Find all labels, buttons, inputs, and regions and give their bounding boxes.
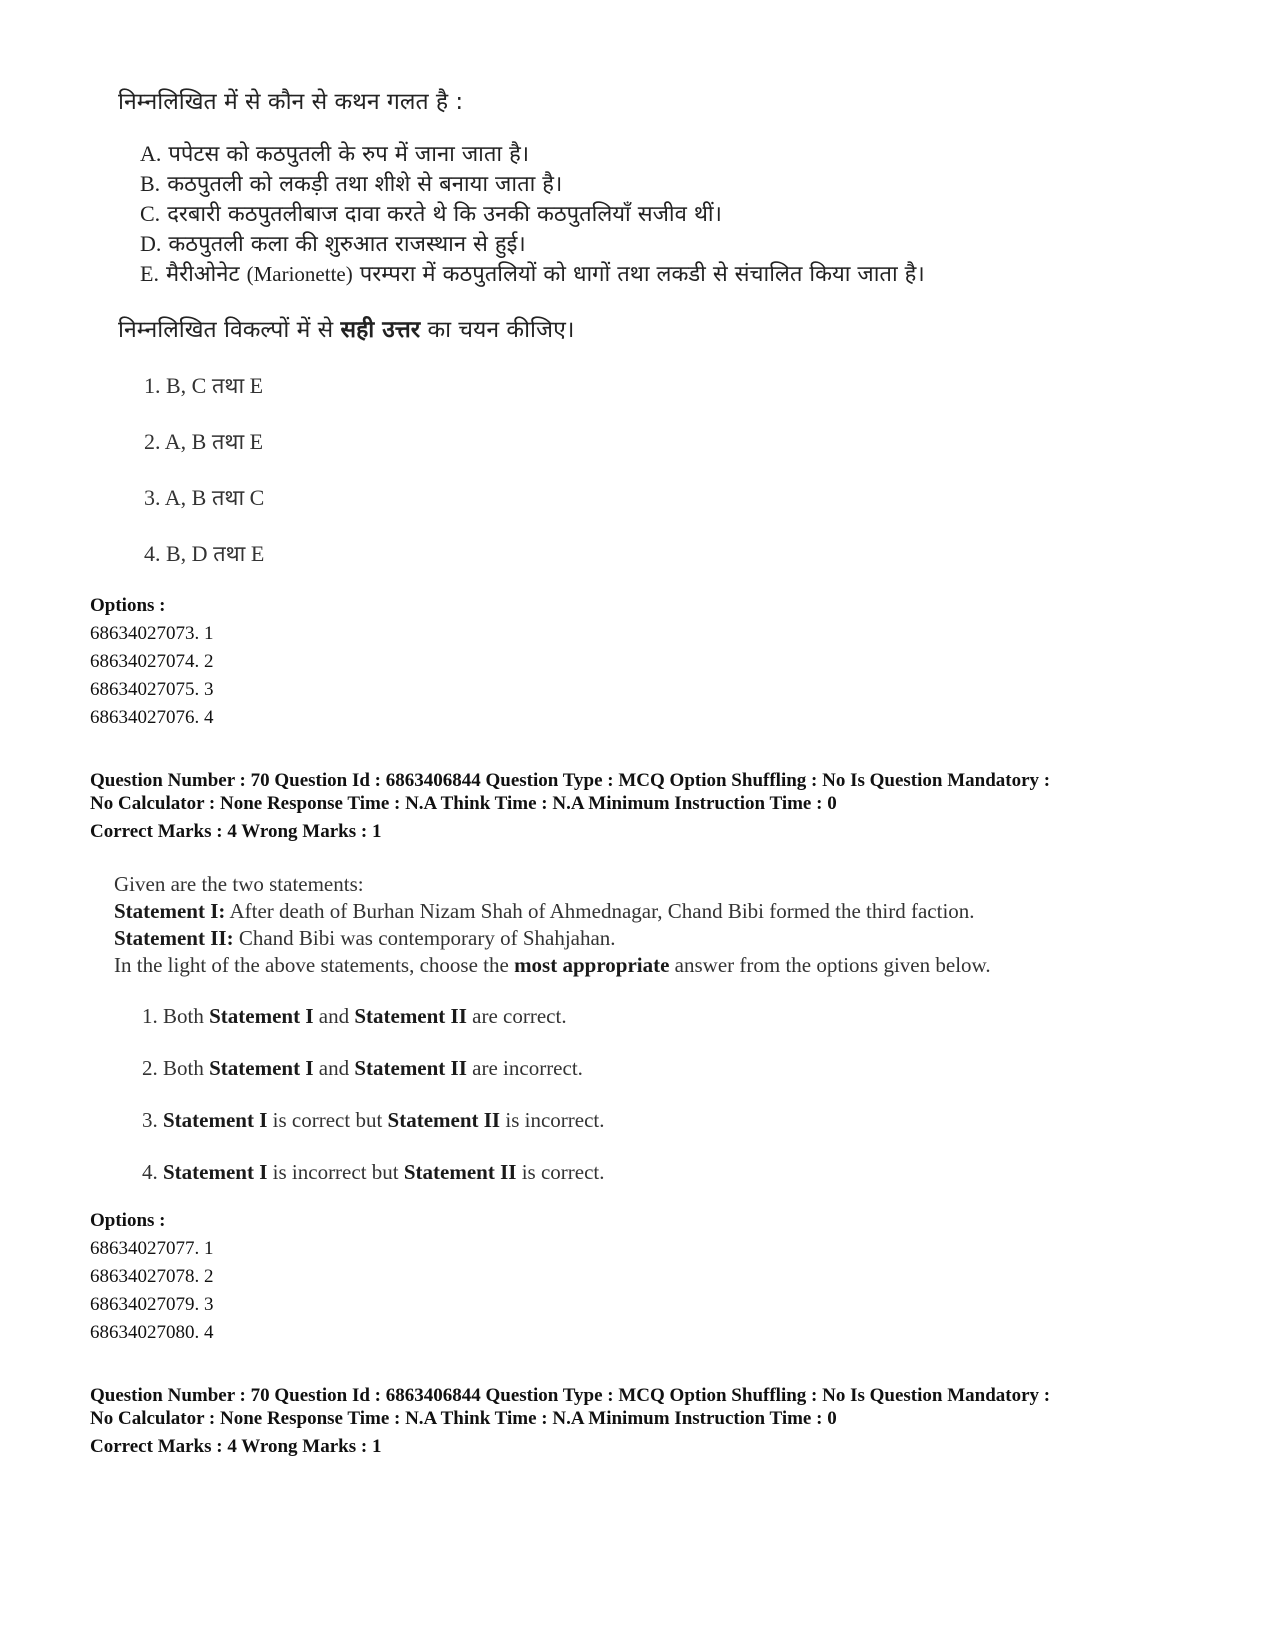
option-id: 68634027073. 1 — [90, 623, 214, 644]
answer-choice-3 — [142, 1108, 604, 1133]
choice-emphasis: Statement I — [209, 1004, 314, 1028]
question-meta-line-2: No Calculator : None Response Time : N.A Think Time : N.A Minimum Instruction Time : 0 — [90, 1408, 837, 1429]
question-meta-line-1: Question Number : 70 Question Id : 6863406844 Question Type : MCQ Option Shuffling : No Is Question Mandatory : — [90, 1385, 1051, 1406]
instruction-text: निम्नलिखित विकल्पों में से — [118, 317, 334, 343]
choice-text: 2. Both — [142, 1056, 204, 1080]
statement-letter: E. — [140, 261, 159, 286]
question-meta-line-1: Question Number : 70 Question Id : 6863406844 Question Type : MCQ Option Shuffling : No Is Question Mandatory : — [90, 770, 1051, 791]
choice-text: 3. — [142, 1108, 158, 1132]
statement-e — [140, 258, 925, 288]
choice-text: is correct. — [521, 1160, 605, 1184]
option-id: 68634027076. 4 — [90, 707, 214, 728]
choice-emphasis: Statement I — [209, 1056, 314, 1080]
option-id: 68634027078. 2 — [90, 1266, 214, 1287]
choice-emphasis: Statement II — [403, 1160, 517, 1184]
statement-text: कठपुतली को लकड़ी तथा शीशे से बनाया जाता है। — [167, 172, 563, 197]
statement-text: परम्परा में कठपुतलियों को धागों तथा लकडी से संचालित किया जाता है। — [359, 262, 925, 287]
question-marks: Correct Marks : 4 Wrong Marks : 1 — [90, 821, 382, 842]
choice-text: is incorrect. — [505, 1108, 605, 1132]
options-heading: Options : — [90, 595, 166, 616]
choice-text: and — [318, 1056, 350, 1080]
choice-prefix: 3. A, B — [144, 485, 207, 510]
answer-choice-2 — [142, 1056, 583, 1081]
question-stem: निम्नलिखित में से कौन से कथन गलत है : — [118, 89, 464, 115]
choice-prefix: 2. A, B — [144, 429, 207, 454]
statement-text: मैरीओनेट — [165, 262, 240, 287]
statement-text: After death of Burhan Nizam Shah of Ahmednagar, Chand Bibi formed the third faction. — [229, 899, 975, 923]
choice-emphasis: Statement II — [354, 1004, 467, 1028]
choice-conjunction: तथा — [211, 486, 245, 511]
statement-letter: B. — [140, 171, 161, 196]
option-id: 68634027077. 1 — [90, 1238, 214, 1259]
option-id: 68634027080. 4 — [90, 1322, 214, 1343]
choice-text: is incorrect but — [272, 1160, 399, 1184]
choice-conjunction: तथा — [213, 542, 246, 567]
statement-d — [140, 228, 526, 258]
question-marks: Correct Marks : 4 Wrong Marks : 1 — [90, 1436, 382, 1457]
choice-text: 1. Both — [142, 1004, 204, 1028]
choice-text: are correct. — [472, 1004, 567, 1028]
statement-1 — [114, 899, 975, 924]
options-heading: Options : — [90, 1210, 166, 1231]
statement-c — [140, 198, 722, 228]
instruction-text: answer from the options given below. — [674, 953, 991, 977]
question-instruction — [118, 312, 575, 344]
question-intro: Given are the two statements: — [114, 872, 364, 896]
choice-text: is correct but — [272, 1108, 383, 1132]
choice-conjunction: तथा — [211, 430, 245, 455]
option-id: 68634027074. 2 — [90, 651, 214, 672]
answer-choice-4 — [144, 538, 264, 568]
statement-a — [140, 138, 529, 168]
statement-letter: A. — [140, 141, 162, 166]
statement-label: Statement II: — [114, 926, 234, 950]
choice-suffix: E — [249, 373, 264, 398]
choice-emphasis: Statement I — [163, 1160, 268, 1184]
statement-text: दरबारी कठपुतलीबाज दावा करते थे कि उनकी कठपुतलियाँ सजीव थीं। — [167, 202, 722, 227]
statement-b — [140, 168, 562, 198]
choice-conjunction: तथा — [211, 374, 245, 399]
option-id: 68634027079. 3 — [90, 1294, 214, 1315]
statement-letter: C. — [140, 201, 161, 226]
instruction-text: In the light of the above statements, choose the — [114, 953, 509, 977]
statement-label: Statement I: — [114, 899, 226, 923]
option-id: 68634027075. 3 — [90, 679, 214, 700]
choice-text: are incorrect. — [472, 1056, 583, 1080]
instruction-text: का चयन कीजिए। — [427, 317, 575, 343]
instruction-emphasis: सही उत्तर — [340, 317, 421, 343]
statement-text: Chand Bibi was contemporary of Shahjahan. — [238, 926, 616, 950]
choice-emphasis: Statement I — [163, 1108, 268, 1132]
statement-latin-term: (Marionette) — [246, 262, 353, 286]
answer-choice-1 — [144, 370, 263, 400]
choice-suffix: E — [249, 429, 264, 454]
choice-emphasis: Statement II — [387, 1108, 501, 1132]
answer-choice-1 — [142, 1004, 567, 1029]
question-meta-line-2: No Calculator : None Response Time : N.A Think Time : N.A Minimum Instruction Time : 0 — [90, 793, 837, 814]
statement-2 — [114, 926, 616, 951]
statement-text: कठपुतली कला की शुरुआत राजस्थान से हुई। — [168, 232, 526, 257]
question-instruction-en — [114, 953, 991, 978]
answer-choice-3 — [144, 482, 264, 512]
answer-choice-4 — [142, 1160, 605, 1185]
statement-letter: D. — [140, 231, 162, 256]
choice-emphasis: Statement II — [354, 1056, 467, 1080]
answer-choice-2 — [144, 426, 263, 456]
instruction-emphasis: most appropriate — [514, 953, 670, 977]
statement-text: पपेटस को कठपुतली के रुप में जाना जाता है। — [168, 142, 530, 167]
choice-prefix: 1. B, C — [144, 373, 207, 398]
choice-suffix: E — [250, 541, 265, 566]
choice-text: and — [318, 1004, 350, 1028]
choice-prefix: 4. B, D — [144, 541, 208, 566]
choice-text: 4. — [142, 1160, 158, 1184]
choice-suffix: C — [249, 485, 265, 510]
